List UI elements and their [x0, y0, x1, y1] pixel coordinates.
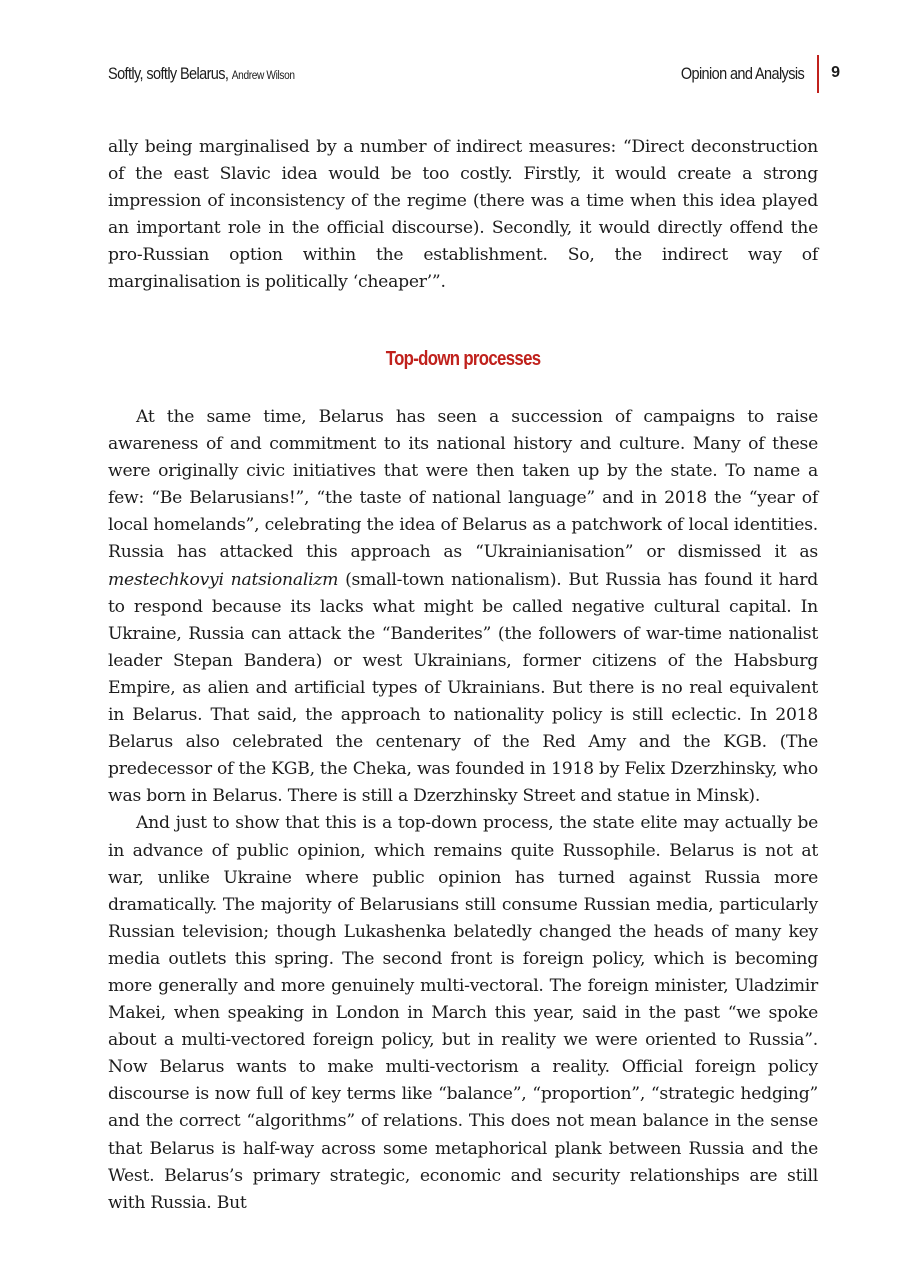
article-author: Andrew Wilson: [231, 70, 295, 82]
section-name: Opinion and Analysis: [680, 65, 804, 83]
paragraph-2-part-1: At the same time, Belarus has seen a succession of campaigns to raise awareness of and commitment to its national history and culture. Many of these were originally civic initiatives that were then taken up by the state. To name a few: “Be Belarusians!”, “the taste of national language” and in 2018 the “year of local homelands”, celebrating the idea of Belarus as a patchwork of local identities. Russia has attacked this approach as “Ukrainianisation” or dismissed it as: [108, 407, 818, 563]
page-header: [108, 62, 840, 92]
section-heading-text: Top-down processes: [385, 348, 541, 370]
page-number: 9: [831, 64, 840, 81]
paragraph-2: [108, 404, 818, 810]
paragraph-3: And just to show that this is a top-down process, the state elite may actually be in advance of public opinion, which remains quite Russophile. Belarus is not at war, unlike Ukraine where public opinion has turned against Russia more dramatically. The majority of Belarusians still consume Russian media, particularly Russian television; though Lukashenka belatedly changed the heads of many key media outlets this spring. The second front is foreign policy, which is becoming more generally and more genuinely multi-vectoral. The foreign minister, Uladzimir Makei, when speaking in London in March this year, said in the past “we spoke about a multi-vectored foreign policy, but in reality we were oriented to Russia”. Now Belarus wants to make multi-vectorism a reality. Official foreign policy discourse is now full of key terms like “balance”, “proportion”, “strategic hedging” and the correct “algorithms” of relations. This does not mean balance in the sense that Belarus is half-way across some metaphorical plank between Russia and the West. Belarus’s primary strategic, economic and security relationships are still with Russia. But: [108, 813, 818, 1213]
paragraph-2-italic-term: mestechkovyi natsionalizm: [108, 569, 339, 590]
intro-paragraph: ally being marginalised by a number of indirect measures: “Direct deconstruction of the east Slavic idea would be too costly. Firstly, it would create a strong impression of inconsistency of the regime (there was a time when this idea played an important role in the official discourse). Secondly, it would directly offend the pro-Russian option within the establishment. So, the indirect way of marginalisation is politically ‘cheaper’”.: [108, 137, 818, 293]
running-title: [108, 65, 295, 84]
article-title: Softly, softly Belarus,: [108, 65, 229, 83]
intro-text-block: [108, 134, 818, 297]
paragraph-2-part-2: (small-town nationalism). But Russia has found it hard to respond because its lacks what might be called negative cultural capital. In Ukraine, Russia can attack the “Banderites” (the followers of war-time nationalist leader Stepan Bandera) or west Ukrainians, former citizens of the Habsburg Empire, as alien and artificial types of Ukrainians. But there is no real equivalent in Belarus. That said, the approach to nationality policy is still eclectic. In 2018 Belarus also celebrated the centenary of the Red Amy and the KGB. (The predecessor of the KGB, the Cheka, was founded in 1918 by Felix Dzerzhinsky, who was born in Belarus. There is still a Dzerzhinsky Street and statue in Minsk).: [108, 569, 818, 807]
section-heading: [108, 348, 818, 371]
header-divider: [817, 55, 819, 93]
main-text-block: [108, 404, 818, 1217]
